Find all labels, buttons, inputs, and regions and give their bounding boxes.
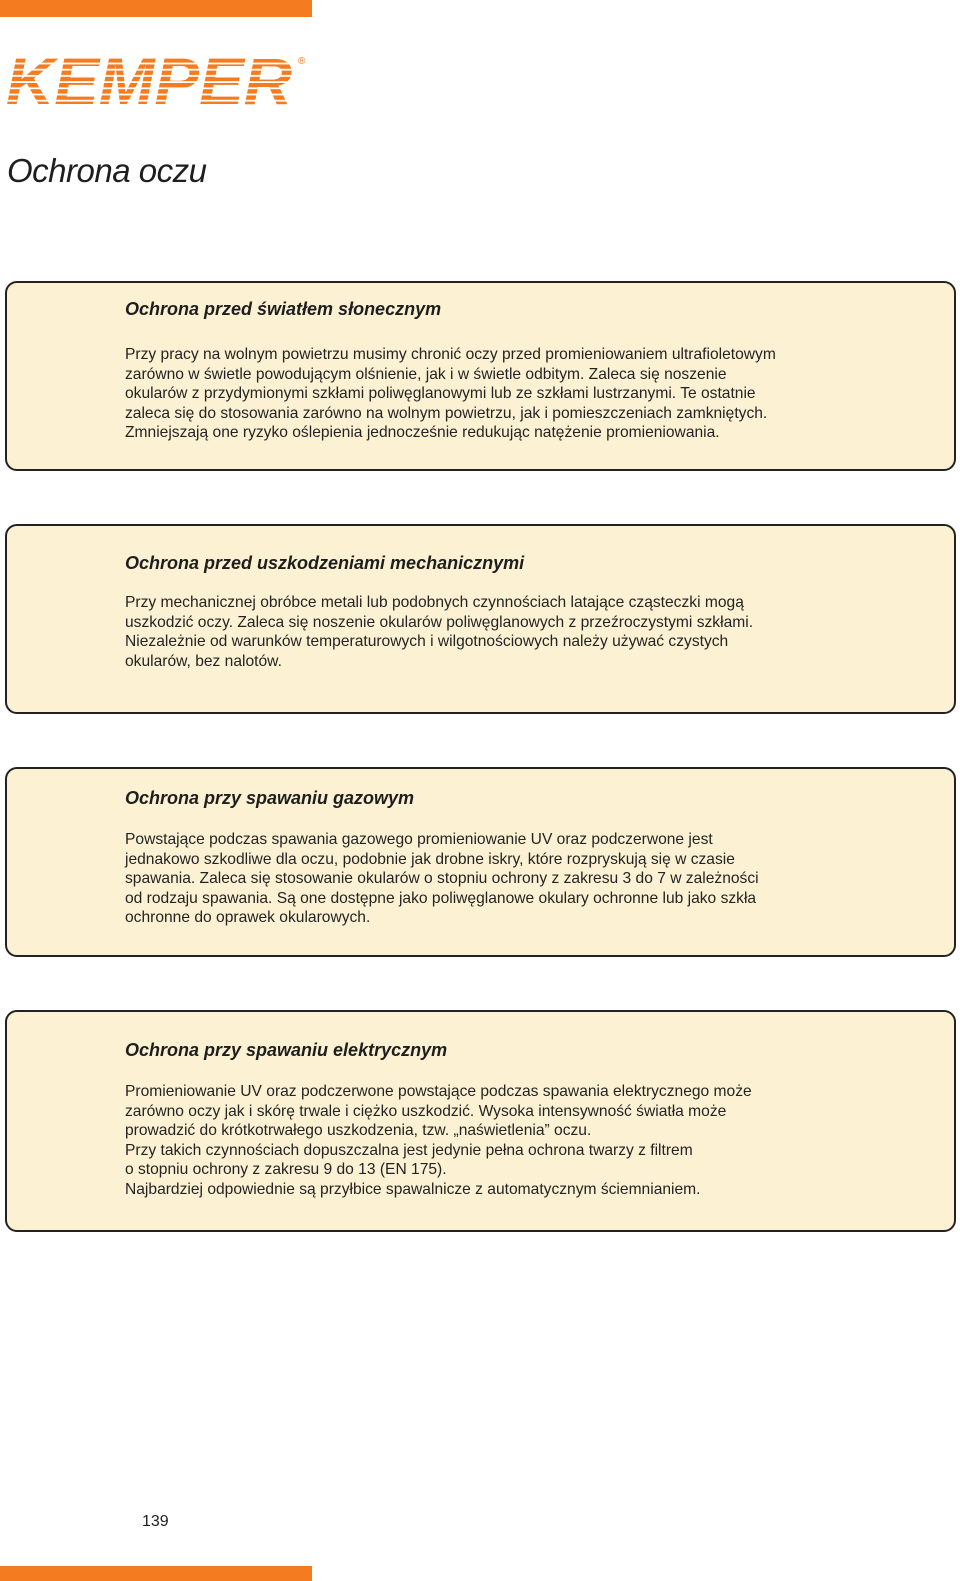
body-line: Niezależnie od warunków temperaturowych i wilgotnościowych należy używać czystych [125, 633, 729, 650]
section-gas-welding-protection [5, 767, 956, 957]
body-line: okularów, bez nalotów. [125, 652, 282, 670]
body-line: Zmniejszają one ryzyko oślepienia jednocześnie redukując natężenie promieniowania. [125, 424, 720, 441]
body-line: zaleca się do stosowania zarówno na wolnym powietrzu, jak i pomieszczeniach zamkniętych. [125, 404, 768, 422]
body-line: prowadzić do krótkotrwałego uszkodzenia, tzw. „naświetlenia” oczu. [125, 1122, 592, 1139]
section-body [125, 593, 924, 671]
section-heading: Ochrona przed uszkodzeniami mechanicznymi [125, 553, 525, 573]
body-line: ochronne do oprawek okularowych. [125, 909, 371, 926]
page-title: Ochrona oczu [7, 152, 207, 189]
body-line: od rodzaju spawania. Są one dostępne jako poliwęglanowe okulary ochronne lub jako szkła [125, 889, 757, 907]
body-line: zarówno w świetle powodującym olśnienie, jak i w świetle odbitym. Zaleca się noszenie [125, 365, 727, 383]
body-line: Przy mechanicznej obróbce metali lub podobnych czynnościach latające cząsteczki mogą [125, 594, 744, 611]
section-body [125, 830, 924, 928]
body-line: uszkodzić oczy. Zaleca się noszenie okularów poliwęglanowych z przeźroczystymi szkłami. [125, 613, 754, 631]
body-line: zarówno oczy jak i skórę trwale i ciężko uszkodzić. Wysoka intensywność światła może [125, 1102, 727, 1120]
section-electric-welding-protection [5, 1010, 956, 1232]
body-line: Promieniowanie UV oraz podczerwone powstające podczas spawania elektrycznego może [125, 1083, 752, 1100]
body-line: Przy takich czynnościach dopuszczalna jest jedynie pełna ochrona twarzy z filtrem [125, 1141, 693, 1159]
section-body [125, 1082, 924, 1199]
body-line: Najbardziej odpowiednie są przyłbice spawalnicze z automatycznym ściemnianiem. [125, 1180, 701, 1198]
top-accent-bar [0, 0, 312, 17]
section-mechanical-protection [5, 524, 956, 714]
section-heading: Ochrona przy spawaniu gazowym [125, 788, 415, 808]
body-line: jednakowo szkodliwe dla oczu, podobnie jak drobne iskry, które rozpryskują się w czasie [125, 850, 735, 868]
body-line: Powstające podczas spawania gazowego promieniowanie UV oraz podczerwone jest [125, 831, 713, 848]
section-body [125, 345, 924, 443]
section-heading: Ochrona przed światłem słonecznym [125, 299, 442, 319]
body-line: okularów z przydymionymi szkłami poliwęglanowymi lub ze szkłami lustrzanymi. Te ostatnie [125, 385, 756, 402]
page-number: 139 [142, 1513, 169, 1530]
section-sunlight-protection [5, 281, 956, 471]
logo-wordmark: KEMPER [6, 52, 293, 110]
registered-mark: ® [298, 56, 306, 67]
body-line: Przy pracy na wolnym powietrzu musimy chronić oczy przed promieniowaniem ultrafioletowym [125, 346, 776, 363]
bottom-accent-bar [0, 1566, 312, 1581]
body-line: spawania. Zaleca się stosowanie okularów o stopniu ochrony z zakresu 3 do 7 w zależności [125, 870, 759, 887]
kemper-logo [4, 52, 310, 110]
body-line: o stopniu ochrony z zakresu 9 do 13 (EN 175). [125, 1161, 447, 1178]
section-heading: Ochrona przy spawaniu elektrycznym [125, 1040, 448, 1060]
